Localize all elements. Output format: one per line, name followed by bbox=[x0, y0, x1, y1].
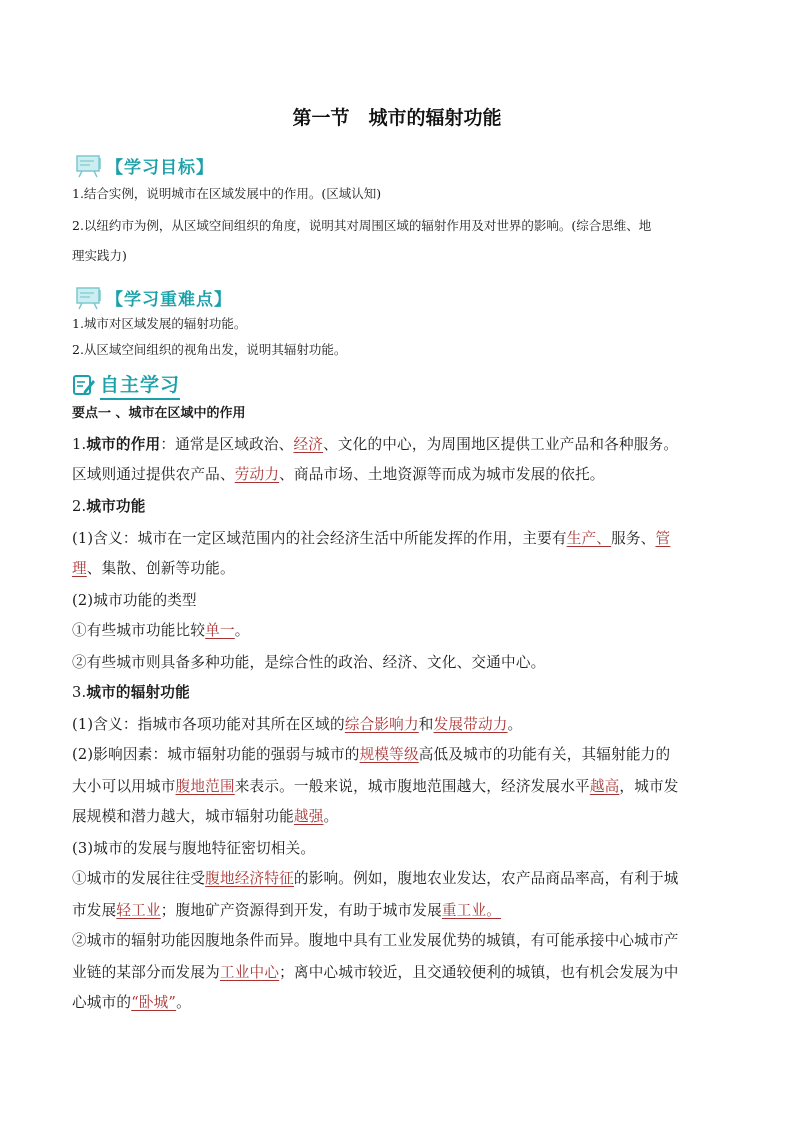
text: 市发展 bbox=[72, 902, 117, 919]
keypoints-heading: 【学习重难点】 bbox=[106, 289, 232, 310]
answer-blank: 劳动力 bbox=[234, 466, 280, 483]
text: 服务、 bbox=[611, 530, 656, 547]
text: 、商品市场、土地资源等而成为城市发展的依托。 bbox=[279, 466, 605, 483]
paragraph-line bbox=[72, 962, 732, 984]
goal-item: 2.以纽约市为例，从区域空间组织的角度，说明其对周围区域的辐射作用及对世界的影响。(综合思维、地 bbox=[72, 218, 652, 233]
page-title: 第一节 城市的辐射功能 bbox=[292, 107, 502, 129]
paragraph-line bbox=[72, 900, 732, 922]
text: 。 bbox=[323, 808, 339, 825]
text: ：通常是区域政治、 bbox=[160, 436, 294, 453]
text: ①有些城市功能比较 bbox=[72, 622, 206, 639]
answer-blank: 腹地范围 bbox=[175, 778, 235, 795]
text: 大小可以用城市 bbox=[72, 778, 176, 795]
paragraph-line: ②城市的辐射功能因腹地条件而异。腹地中具有工业发展优势的城镇，有可能承接中心城市产 bbox=[72, 932, 679, 949]
text: (1)含义：指城市各项功能对其所在区域的 bbox=[72, 716, 345, 733]
lesson-board-icon bbox=[74, 152, 104, 178]
paragraph-line bbox=[72, 528, 732, 550]
pencil-note-icon bbox=[72, 373, 96, 397]
text: 区域则通过提供农产品、 bbox=[72, 466, 235, 483]
text: ；离中心城市较近，且交通较便利的城镇，也有机会发展为中 bbox=[279, 964, 679, 981]
paragraph-line bbox=[72, 434, 732, 456]
text: 来表示。一般来说，城市腹地范围越大，经济发展水平 bbox=[234, 778, 590, 795]
paragraph-line bbox=[72, 776, 732, 798]
item-number: 2. bbox=[72, 498, 87, 515]
paragraph-line bbox=[72, 496, 732, 518]
text: 、集散、创新等功能。 bbox=[86, 560, 235, 577]
answer-blank: 单一 bbox=[205, 622, 235, 639]
paragraph-line: ②有些城市则具备多种功能，是综合性的政治、经济、文化、交通中心。 bbox=[72, 654, 546, 671]
goals-heading-row bbox=[74, 150, 214, 180]
text: 展规模和潜力越大，城市辐射功能 bbox=[72, 808, 294, 825]
paragraph-line bbox=[72, 806, 732, 828]
answer-blank: 综合影响力 bbox=[344, 716, 419, 733]
item-label: 城市的作用 bbox=[86, 436, 161, 453]
text: ①城市的发展往往受 bbox=[72, 870, 206, 887]
paragraph-line bbox=[72, 744, 732, 766]
paragraph-line bbox=[72, 682, 732, 704]
self-study-heading-row bbox=[72, 370, 180, 400]
text: ；腹地矿产资源得到开发，有助于城市发展 bbox=[160, 902, 442, 919]
answer-blank: 轻工业 bbox=[116, 902, 161, 919]
text: 的影响。例如，腹地农业发达，农产品商品率高，有利于城 bbox=[293, 870, 679, 887]
answer-blank: 重工业。 bbox=[441, 902, 502, 919]
answer-blank: 越强 bbox=[293, 808, 324, 825]
paragraph-line: (2)城市功能的类型 bbox=[72, 592, 197, 609]
goals-heading: 【学习目标】 bbox=[106, 157, 214, 178]
text: 心城市的 bbox=[72, 994, 132, 1011]
keypoint-item: 1.城市对区域发展的辐射功能。 bbox=[72, 316, 247, 331]
paragraph-line bbox=[72, 558, 732, 580]
paragraph-line bbox=[72, 992, 732, 1014]
text: 和 bbox=[418, 716, 434, 733]
keypoints-heading-row bbox=[74, 282, 232, 312]
item-number: 1. bbox=[72, 436, 87, 453]
paragraph-line bbox=[72, 714, 732, 736]
text: 。 bbox=[507, 716, 523, 733]
paragraph-line bbox=[72, 620, 732, 642]
key-point-heading: 要点一 、城市在区域中的作用 bbox=[72, 406, 246, 421]
lesson-board-icon bbox=[74, 284, 104, 310]
item-label: 城市的辐射功能 bbox=[86, 684, 190, 701]
text: 、文化的中心，为周围地区提供工业产品和各种服务。 bbox=[323, 436, 679, 453]
paragraph-line: (3)城市的发展与腹地特征密切相关。 bbox=[72, 840, 316, 857]
item-label: 城市功能 bbox=[86, 498, 146, 515]
keypoint-item: 2.从区域空间组织的视角出发，说明其辐射功能。 bbox=[72, 342, 347, 357]
answer-blank: 经济 bbox=[293, 436, 324, 453]
goal-item: 理实践力) bbox=[72, 248, 127, 263]
answer-blank: 理 bbox=[72, 560, 87, 577]
answer-blank: 越高 bbox=[589, 778, 620, 795]
text: (1)含义：城市在一定区域范围内的社会经济生活中所能发挥的作用，主要有 bbox=[72, 530, 567, 547]
text: ，城市发 bbox=[619, 778, 679, 795]
text: 。 bbox=[234, 622, 250, 639]
text: (2)影响因素：城市辐射功能的强弱与城市的 bbox=[72, 746, 360, 763]
answer-blank: 规模等级 bbox=[359, 746, 419, 763]
answer-blank: 工业中心 bbox=[219, 964, 280, 981]
paragraph-line bbox=[72, 464, 732, 486]
paragraph-line bbox=[72, 868, 732, 890]
answer-blank: 生产、 bbox=[566, 530, 612, 547]
text: 。 bbox=[176, 994, 191, 1011]
answer-blank: “卧城” bbox=[131, 994, 177, 1011]
goal-item: 1.结合实例，说明城市在区域发展中的作用。(区域认知) bbox=[72, 186, 382, 201]
text: 业链的某部分而发展为 bbox=[72, 964, 220, 981]
answer-blank: 发展带动力 bbox=[433, 716, 508, 733]
self-study-heading: 自主学习 bbox=[100, 370, 180, 400]
text: 高低及城市的功能有关，其辐射能力的 bbox=[418, 746, 671, 763]
answer-blank: 腹地经济特征 bbox=[205, 870, 294, 887]
answer-blank: 管 bbox=[655, 530, 671, 547]
item-number: 3. bbox=[72, 684, 87, 701]
